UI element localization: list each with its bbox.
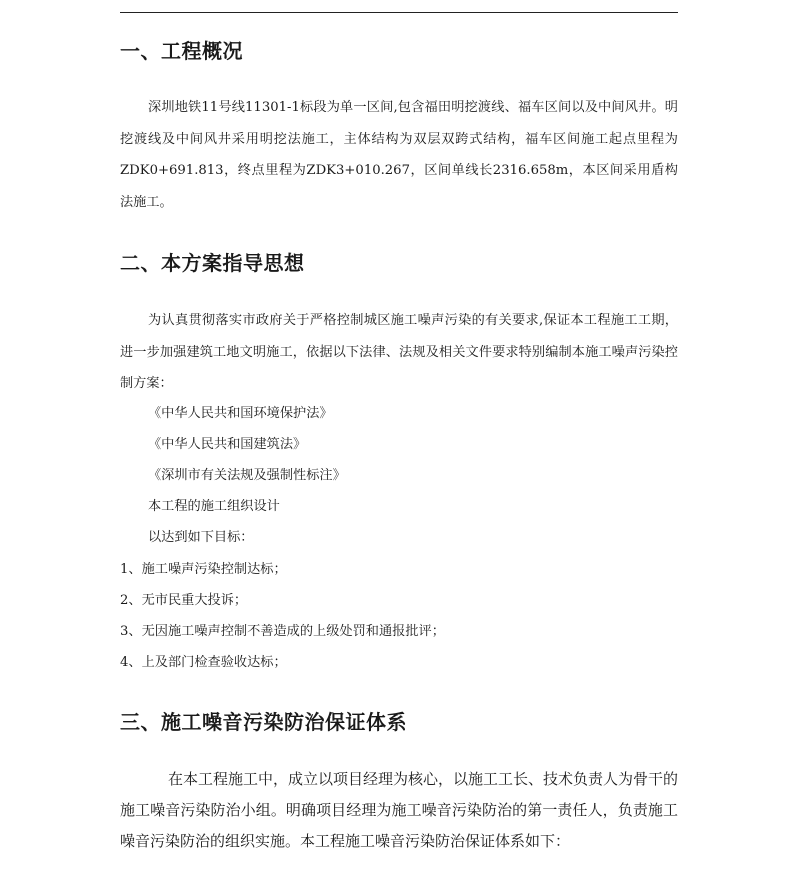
section-1-heading: 一、工程概况 xyxy=(120,39,243,63)
document-item: 《中华人民共和国建筑法》 xyxy=(148,437,307,452)
header-rule xyxy=(120,12,678,13)
goal-item: 4、上及部门检查验收达标； xyxy=(120,655,287,670)
section-1-paragraph: 深圳地铁11号线11301-1标段为单一区间,包含福田明挖渡线、福车区间以及中间风井。明挖渡线及中间风井采用明挖法施工，主体结构为双层双跨式结构，福车区间施工起点里程为ZDK0+691.813，终点里程为ZDK3+010.267，区间单线长2316.658m，本区间采用盾构法施工。 xyxy=(120,100,678,210)
document-item: 《中华人民共和国环境保护法》 xyxy=(148,406,333,421)
goals-intro: 以达到如下目标： xyxy=(148,530,254,545)
document-item: 《深圳市有关法规及强制性标注》 xyxy=(148,468,346,483)
goal-item: 1、施工噪声污染控制达标； xyxy=(120,562,287,577)
section-2-paragraph: 为认真贯彻落实市政府关于严格控制城区施工噪声污染的有关要求,保证本工程施工工期，进一步加强建筑工地文明施工，依据以下法律、法规及相关文件要求特别编制本施工噪声污染控制方案： xyxy=(120,313,678,391)
goal-item: 3、无因施工噪声控制不善造成的上级处罚和通报批评； xyxy=(120,624,445,639)
section-3-paragraph: 在本工程施工中，成立以项目经理为核心，以施工工长、技术负责人为骨干的施工噪音污染防治小组。明确项目经理为施工噪音污染防治的第一责任人，负责施工噪音污染防治的组织实施。本工程施工噪音污染防治保证体系如下： xyxy=(120,770,679,850)
goal-item: 2、无市民重大投诉； xyxy=(120,593,248,608)
document-item: 本工程的施工组织设计 xyxy=(148,499,280,514)
section-3-heading: 三、施工噪音污染防治保证体系 xyxy=(120,710,407,734)
section-2-heading: 二、本方案指导思想 xyxy=(120,251,305,275)
